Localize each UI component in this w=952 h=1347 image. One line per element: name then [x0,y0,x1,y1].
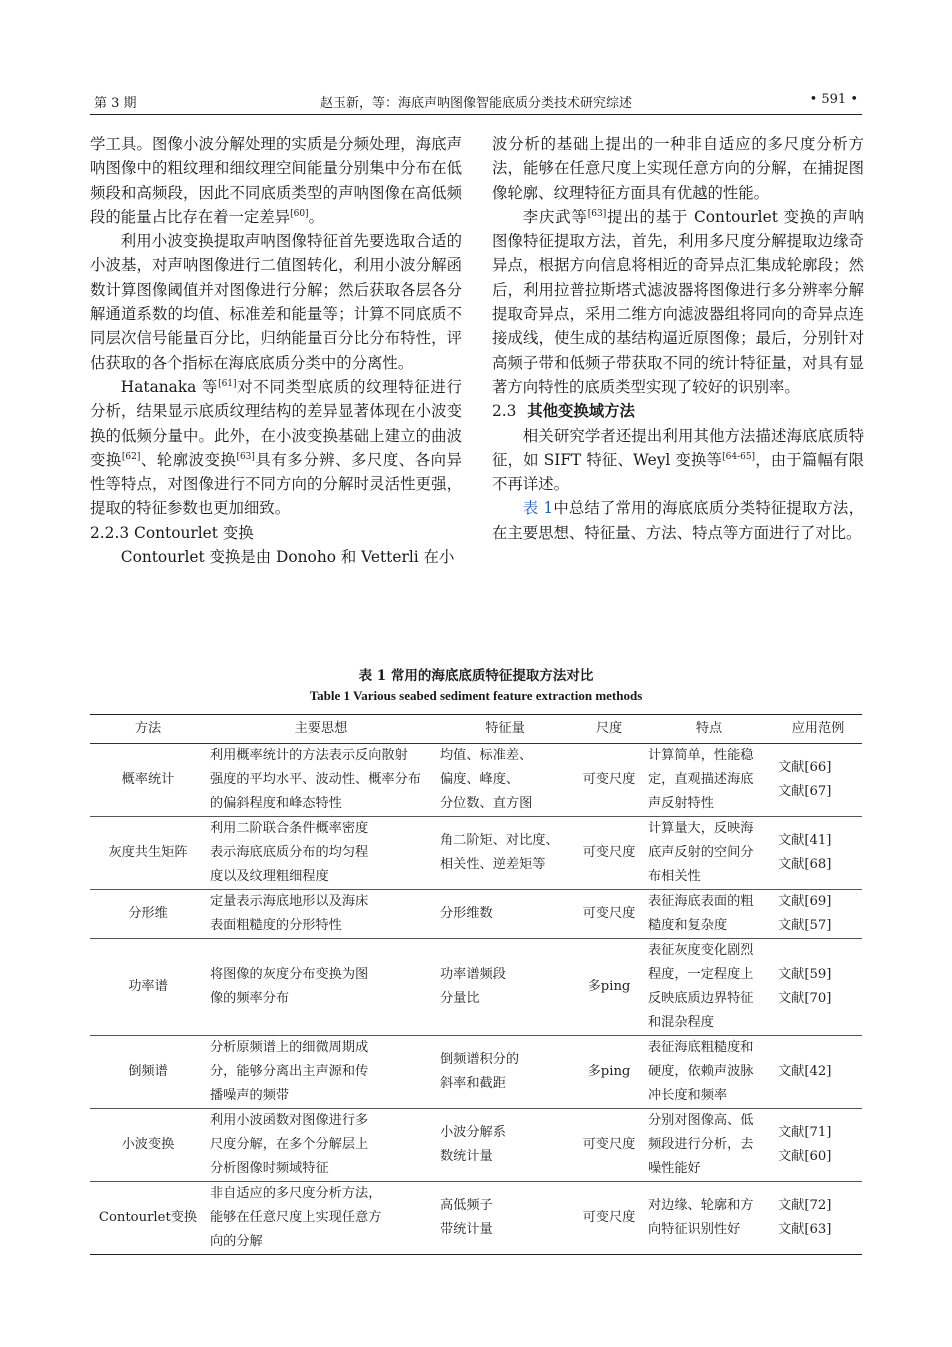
refs-cell-line[interactable]: 文献[66] [778,760,832,775]
idea-cell [206,1109,436,1182]
method-cell: Contourlet变换 [90,1182,206,1255]
feature-cell-line: 数统计量 [440,1149,493,1164]
method-cell: 功率谱 [90,939,206,1036]
table-caption-zh: 表 1 常用的海底底质特征提取方法对比 [358,668,594,684]
trait-cell-line: 表征海底粗糙度和 [648,1040,754,1055]
feature-cell-line: 分量比 [440,991,480,1006]
scale-cell: 可变尺度 [574,890,644,939]
refs-cell-line[interactable]: 文献[71] [778,1125,832,1140]
method-cell: 倒频谱 [90,1036,206,1109]
table-row [90,1109,862,1182]
feature-cell-line: 斜率和截距 [440,1076,506,1091]
trait-cell-line: 频段进行分析，去 [648,1137,754,1152]
idea-cell [206,817,436,890]
feature-cell [436,744,574,817]
feature-cell-line: 角二阶矩、对比度、 [440,833,559,848]
table-row [90,1036,862,1109]
idea-cell-line: 将图像的灰度分布变换为图 [210,967,369,982]
paragraph: 学工具。图像小波分解处理的实质是分频处理，海底声呐图像中的粗纹理和细纹理空间能量分别集中分布在低频段和高频段，因此不同底质类型的声呐图像在高低频段的能量占比存在着一定差异[60]。 [90,135,462,226]
citation[interactable]: [60] [290,208,309,219]
feature-cell [436,1109,574,1182]
idea-cell-line: 播噪声的频带 [210,1088,290,1103]
paragraph: Contourlet 变换是由 Donoho 和 Vetterli 在小 [120,548,455,567]
feature-cell-line: 偏度、峰度、 [440,772,520,787]
citation[interactable]: [63] [587,208,607,219]
column-header: 主要思想 [206,715,436,744]
refs-cell [774,890,862,939]
column-header: 方法 [90,715,206,744]
citation[interactable]: [63] [236,451,255,462]
trait-cell-line: 噪性能好 [648,1161,701,1176]
scale-cell: 可变尺度 [574,744,644,817]
right-column [492,132,864,545]
column-header: 尺度 [574,715,644,744]
method-cell: 分形维 [90,890,206,939]
refs-cell-line[interactable]: 文献[68] [778,857,832,872]
idea-cell-line: 尺度分解，在多个分解层上 [210,1137,369,1152]
method-cell: 小波变换 [90,1109,206,1182]
feature-cell [436,890,574,939]
trait-cell-line: 糙度和复杂度 [648,918,728,933]
idea-cell-line: 利用概率统计的方法表示反向散射 [210,748,408,763]
table-row [90,1182,862,1255]
refs-cell [774,744,862,817]
feature-cell-line: 相关性、逆差矩等 [440,857,546,872]
paragraph: Hatanaka 等[61]对不同类型底质的纹理特征进行分析，结果显示底质纹理结构的差异显著体现在小波变换的低频分量中。此外，在小波变换基础上建立的曲波变换[62]、轮廓波变换[63]具有多分辨、多尺度、各向异性等特点，对图像进行不同方向的分解时灵活性更强，提取的特征参数也更加细致。 [90,377,462,518]
feature-cell [436,817,574,890]
idea-cell [206,890,436,939]
refs-cell-line[interactable]: 文献[69] [778,894,832,909]
feature-cell-line: 均值、标准差、 [440,748,533,763]
idea-cell-line: 定量表示海底地形以及海床 [210,894,369,909]
column-header: 特点 [644,715,774,744]
refs-cell [774,1182,862,1255]
feature-extraction-table [90,714,862,1255]
method-cell: 灰度共生矩阵 [90,817,206,890]
table-row [90,817,862,890]
table-row [90,744,862,817]
table-body [90,744,862,1255]
citation[interactable]: [64-65] [722,451,756,462]
idea-cell-line: 利用二阶联合条件概率密度 [210,821,369,836]
refs-cell-line[interactable]: 文献[67] [778,784,832,799]
trait-cell-line: 程度，一定程度上 [648,967,754,982]
trait-cell [644,817,774,890]
idea-cell-line: 非自适应的多尺度分析方法， [210,1186,382,1201]
idea-cell [206,939,436,1036]
running-header [90,92,862,115]
scale-cell: 可变尺度 [574,817,644,890]
idea-cell-line: 强度的平均水平、波动性、概率分布 [210,772,421,787]
table-caption-en: Table 1 Various seabed sediment feature extraction methods [309,688,643,703]
idea-cell-line: 利用小波函数对图像进行多 [210,1113,369,1128]
trait-cell [644,744,774,817]
trait-cell-line: 分别对图像高、低 [648,1113,754,1128]
method-cell: 概率统计 [90,744,206,817]
feature-cell-line: 高低频子 [440,1198,493,1213]
idea-cell [206,1182,436,1255]
refs-cell [774,939,862,1036]
scale-cell: 多ping [574,939,644,1036]
idea-cell-line: 分，能够分离出主声源和传 [210,1064,369,1079]
feature-cell [436,1036,574,1109]
left-column [90,132,462,569]
table-row [90,890,862,939]
trait-cell-line: 定，直观描述海底 [648,772,754,787]
trait-cell [644,1036,774,1109]
trait-cell [644,1109,774,1182]
feature-cell-line: 分形维数 [440,906,493,921]
idea-cell [206,744,436,817]
feature-cell-line: 倒频谱积分的 [440,1052,520,1067]
citation[interactable]: [62] [121,451,141,462]
trait-cell-line: 表征海底表面的粗 [648,894,754,909]
trait-cell-line: 冲长度和频率 [648,1088,728,1103]
table-header-row [90,715,862,744]
refs-cell [774,1036,862,1109]
idea-cell-line: 能够在任意尺度上实现任意方 [210,1210,382,1225]
trait-cell-line: 表征灰度变化剧烈 [648,943,754,958]
trait-cell [644,890,774,939]
scale-cell: 多ping [574,1036,644,1109]
refs-cell-line[interactable]: 文献[70] [778,991,832,1006]
running-title: 赵玉新，等：海底声呐图像智能底质分类技术研究综述 [319,96,632,111]
feature-cell-line: 功率谱频段 [440,967,506,982]
trait-cell [644,939,774,1036]
feature-cell [436,939,574,1036]
section-heading-contourlet: 2.2.3 Contourlet 变换 [90,523,254,542]
feature-cell-line: 分位数、直方图 [440,796,533,811]
idea-cell-line: 度以及纹理粗细程度 [210,869,329,884]
trait-cell [644,1182,774,1255]
paragraph: 相关研究学者还提出利用其他方法描述海底底质特征，如 SIFT 特征、Weyl 变换等[64-65]，由于篇幅有限不再详述。 [492,426,864,494]
table-link[interactable]: 表 1 [522,499,554,518]
column-header: 特征量 [436,715,574,744]
feature-cell-line: 小波分解系 [440,1125,506,1140]
refs-cell-line[interactable]: 文献[59] [778,967,832,982]
trait-cell-line: 底声反射的空间分 [648,845,754,860]
trait-cell-line: 布相关性 [648,869,701,884]
refs-cell-line[interactable]: 文献[41] [778,833,832,848]
refs-cell-line[interactable]: 文献[57] [778,918,832,933]
refs-cell-line[interactable]: 文献[63] [778,1222,832,1237]
paragraph: 李庆武等[63]提出的基于 Contourlet 变换的声呐图像特征提取方法，首先，利用多尺度分解提取边缘奇异点，根据方向信息将相近的奇异点汇集成轮廓段；然后，利用拉普拉斯塔式滤波器将图像进行多分辨率分解提取奇异点，采用二维方向滤波器组将同向的奇异点连接成线，使生成的基结构逼近原图像；最后，分别针对高频子带和低频子带获取不同的统计特征量，对具有显著方向特性的底质类型实现了较好的识别率。 [492,207,864,396]
trait-cell-line: 反映底质边界特征 [648,991,754,1006]
scale-cell: 可变尺度 [574,1182,644,1255]
trait-cell-line: 和混杂程度 [648,1015,714,1030]
idea-cell-line: 像的频率分布 [210,991,290,1006]
refs-cell [774,1109,862,1182]
trait-cell-line: 计算量大，反映海 [648,821,754,836]
paragraph: 表 1中总结了常用的海底底质分类特征提取方法，在主要思想、特征量、方法、特点等方面进行了对比。 [492,499,864,542]
paragraph: 利用小波变换提取声呐图像特征首先要选取合适的小波基，对声呐图像进行二值图转化，利用小波分解函数计算图像阈值并对图像进行分解；然后获取各层各分解通道系数的均值、标准差和能量等；计算不同底质不同层次信号能量百分比，归纳能量百分比分布特性，评估获取的各个指标在海底底质分类中的分离性。 [90,232,462,372]
issue-number: 第 3 期 [94,96,137,111]
feature-cell [436,1182,574,1255]
feature-cell-line: 带统计量 [440,1222,493,1237]
refs-cell [774,817,862,890]
scale-cell: 可变尺度 [574,1109,644,1182]
column-header: 应用范例 [774,715,862,744]
idea-cell-line: 分析原频谱上的细微周期成 [210,1040,369,1055]
idea-cell [206,1036,436,1109]
table-row [90,939,862,1036]
trait-cell-line: 对边缘、轮廓和方 [648,1198,754,1213]
paragraph: 波分析的基础上提出的一种非自适应的多尺度分析方法，能够在任意尺度上实现任意方向的分解，在捕捉图像轮廓、纹理特征方面具有优越的性能。 [492,135,864,202]
idea-cell-line: 向的分解 [210,1234,263,1249]
trait-cell-line: 向特征识别性好 [648,1222,741,1237]
section-heading-other: 2.3 其他变换域方法 [492,402,635,421]
idea-cell-line: 分析图像时频域特征 [210,1161,329,1176]
trait-cell-line: 硬度，依赖声波脉 [648,1064,754,1079]
trait-cell-line: 声反射特性 [648,796,714,811]
idea-cell-line: 表示海底底质分布的均匀程 [210,845,369,860]
page-number: • 591 • [809,92,858,107]
idea-cell-line: 的偏斜程度和峰态特性 [210,796,342,811]
refs-cell-line[interactable]: 文献[60] [778,1149,832,1164]
refs-cell-line[interactable]: 文献[42] [778,1064,832,1079]
idea-cell-line: 表面粗糙度的分形特性 [210,918,342,933]
trait-cell-line: 计算简单，性能稳 [648,748,754,763]
refs-cell-line[interactable]: 文献[72] [778,1198,832,1213]
citation[interactable]: [61] [218,378,237,389]
